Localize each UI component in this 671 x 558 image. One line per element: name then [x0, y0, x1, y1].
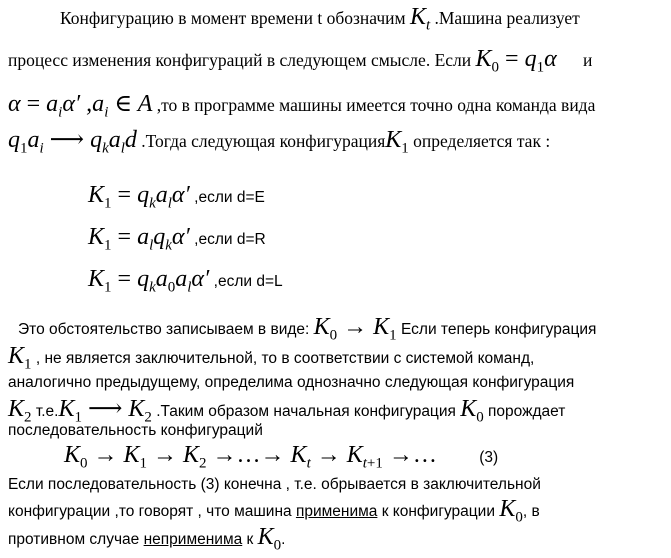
p2-text-8: последовательность конфигураций: [8, 422, 263, 439]
text-line-5: [18, 314, 596, 344]
p2-text-1: Это обстоятельство записываем в виде:: [18, 321, 314, 338]
p2-text-4: аналогично предыдущему, определима однозначно следующая конфигурация: [8, 374, 575, 391]
formula-case-l: $K_1 = q_ka_0a_l\alpha'$: [88, 266, 210, 296]
text-line-10: [8, 476, 541, 494]
formula-case-r: $K_1 = a_lq_k\alpha'$: [88, 224, 190, 254]
text-line-9: [8, 422, 263, 440]
formula-case-e: $K_1 = q_ka_l\alpha'$: [88, 182, 190, 212]
p3-text-2: конфигурации ,то говорят , что машина: [8, 503, 296, 520]
case-r-label: ,если d=R: [194, 231, 266, 248]
p1-text-4: и: [583, 50, 593, 70]
text-line-4: [8, 125, 550, 157]
text-line-11: [8, 496, 540, 526]
p3-text-1: Если последовательность (3) конечна , т.е. обрывается в заключительной: [8, 476, 541, 493]
formula-k0-b: $K_0$: [460, 396, 484, 426]
formula-command: $q_1a_i$ ⟶ $q_ka_ld$: [8, 127, 137, 157]
applicable-term: применима: [295, 503, 378, 520]
text-line-6: [8, 343, 534, 373]
case-e-label: ,если d=E: [194, 189, 265, 206]
formula-k1-b: $K_1$: [8, 343, 32, 373]
case-r: [88, 224, 266, 254]
sequence-line: [64, 442, 498, 472]
inapplicable-term: неприменима: [143, 531, 243, 548]
formula-k0-d: $K_0$: [257, 524, 282, 554]
text-line-12: [8, 524, 285, 554]
case-e: [88, 182, 265, 212]
formula-k1-k2: $K_1$ ⟶ $K_2$: [58, 396, 152, 426]
p1-text-3: процесс изменения конфигураций в следующем смысле. Если: [8, 50, 476, 70]
text-line-2: [8, 46, 592, 76]
text-line-1: [60, 4, 580, 34]
p2-text-7: порождает: [488, 403, 566, 420]
p1-text-6: .Тогда следующая конфигурация: [141, 131, 386, 151]
p1-text-7: определяется так :: [413, 131, 551, 151]
p1-text-1: Конфигурацию в момент времени t обозначим: [60, 8, 410, 28]
p3-text-5: противном случае: [8, 531, 144, 548]
formula-k0-k1: $K_0 \to K_1$: [313, 314, 397, 344]
equation-number: (3): [479, 449, 499, 466]
formula-kt: $K_t$: [409, 4, 431, 34]
p1-text-5: ,то в программе машины имеется точно одна команда вида: [156, 95, 596, 115]
text-line-7: [8, 374, 574, 392]
formula-k1: $K_1$: [385, 127, 409, 157]
formula-sequence: $K_0 \to K_1 \to K_2$ →…→ $K_t \to K_{t+1}$ →…: [64, 442, 437, 472]
p2-text-5: т.е.: [35, 403, 59, 420]
formula-alpha: $\alpha = a_i\alpha'$ $,a_i$ ∈ A: [8, 91, 153, 121]
formula-k2: $K_2$: [8, 396, 32, 426]
p1-text-2: .Машина реализует: [434, 8, 580, 28]
p2-text-3: , не является заключительной, то в соответствии с системой команд,: [35, 350, 535, 367]
p3-text-3: к конфигурации: [377, 503, 500, 520]
text-line-3: [8, 89, 595, 121]
formula-k0-c: $K_0$: [499, 496, 523, 526]
p3-text-7: .: [281, 531, 286, 548]
case-l-label: ,если d=L: [213, 273, 283, 290]
p3-text-6: к: [242, 531, 258, 548]
p2-text-6: .Таким образом начальная конфигурация: [156, 403, 456, 420]
p2-text-2: Если теперь конфигурация: [400, 321, 597, 338]
p3-text-4: , в: [522, 503, 540, 520]
case-l: [88, 266, 283, 296]
formula-k0-eq: $K_0 = q_1\alpha$: [475, 46, 557, 76]
